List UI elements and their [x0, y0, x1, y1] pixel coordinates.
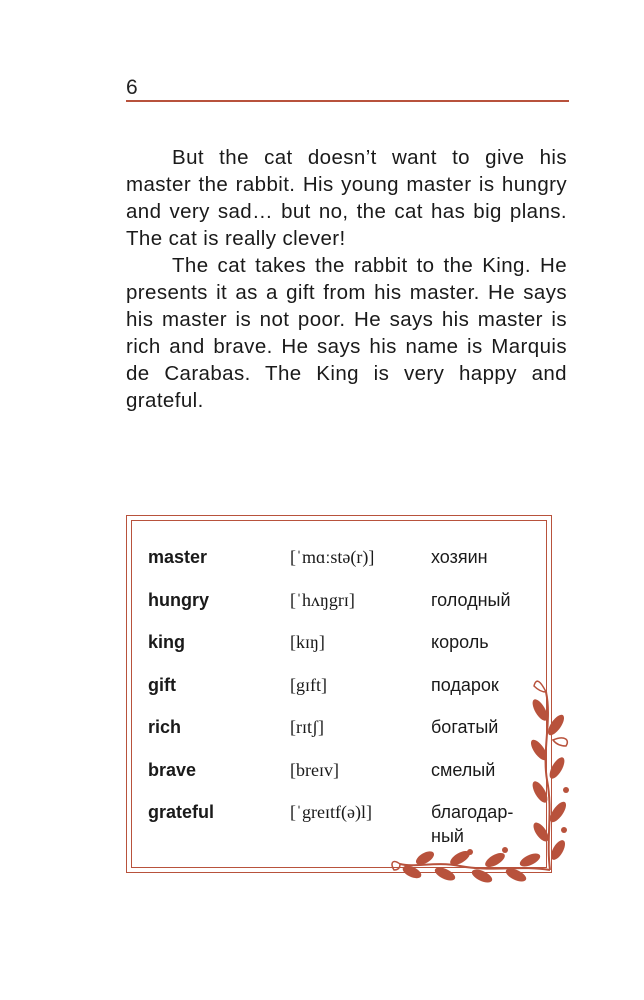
vocab-row [148, 628, 538, 671]
vocab-word: rich [148, 717, 182, 737]
vocab-word: master [148, 547, 208, 567]
vocab-word: king [148, 632, 186, 652]
story-paragraph: The cat takes the rabbit to the King. He presents it as a gift from his master. He says his master is not poor. He says his master is rich and brave. He says his name is Marquis de Carabas. The King is very happy and grateful. [126, 254, 567, 412]
vocab-translation: благодар- ный [431, 802, 514, 846]
vocab-transcription: [kɪŋ] [290, 632, 325, 652]
vocab-word: grateful [148, 802, 215, 822]
vocab-transcription: [breɪv] [290, 759, 339, 780]
header-rule [126, 100, 569, 102]
story-text [126, 144, 567, 414]
vocab-word: gift [148, 674, 176, 695]
vocab-translation: голодный [431, 589, 511, 610]
vocab-translation: богатый [431, 717, 499, 737]
vocab-word: hungry [148, 589, 209, 610]
vocab-transcription: [ˈgreɪtf(ə)l] [290, 802, 372, 822]
vocab-translation: король [431, 632, 489, 652]
vocab-translation: подарок [431, 674, 499, 695]
vocab-transcription: [ˈmɑːstə(r)] [290, 547, 375, 567]
vocab-word: brave [148, 759, 197, 780]
vocab-row [148, 543, 538, 586]
vocab-transcription: [rɪtʃ] [290, 717, 324, 737]
vocab-row [148, 586, 538, 629]
story-paragraph: But the cat doesn’t want to give his master the rabbit. His young master is hungry and very sad… but no, the cat has big plans. The cat is really clever! [126, 146, 567, 250]
page-number: 6 [126, 76, 138, 99]
vocab-translation: хозяин [431, 547, 488, 567]
floral-vine-ornament-icon [390, 680, 585, 890]
vocab-transcription: [ˈhʌŋgrɪ] [290, 589, 355, 610]
vocab-transcription: [gɪft] [290, 674, 327, 695]
vocab-translation: смелый [431, 759, 496, 780]
